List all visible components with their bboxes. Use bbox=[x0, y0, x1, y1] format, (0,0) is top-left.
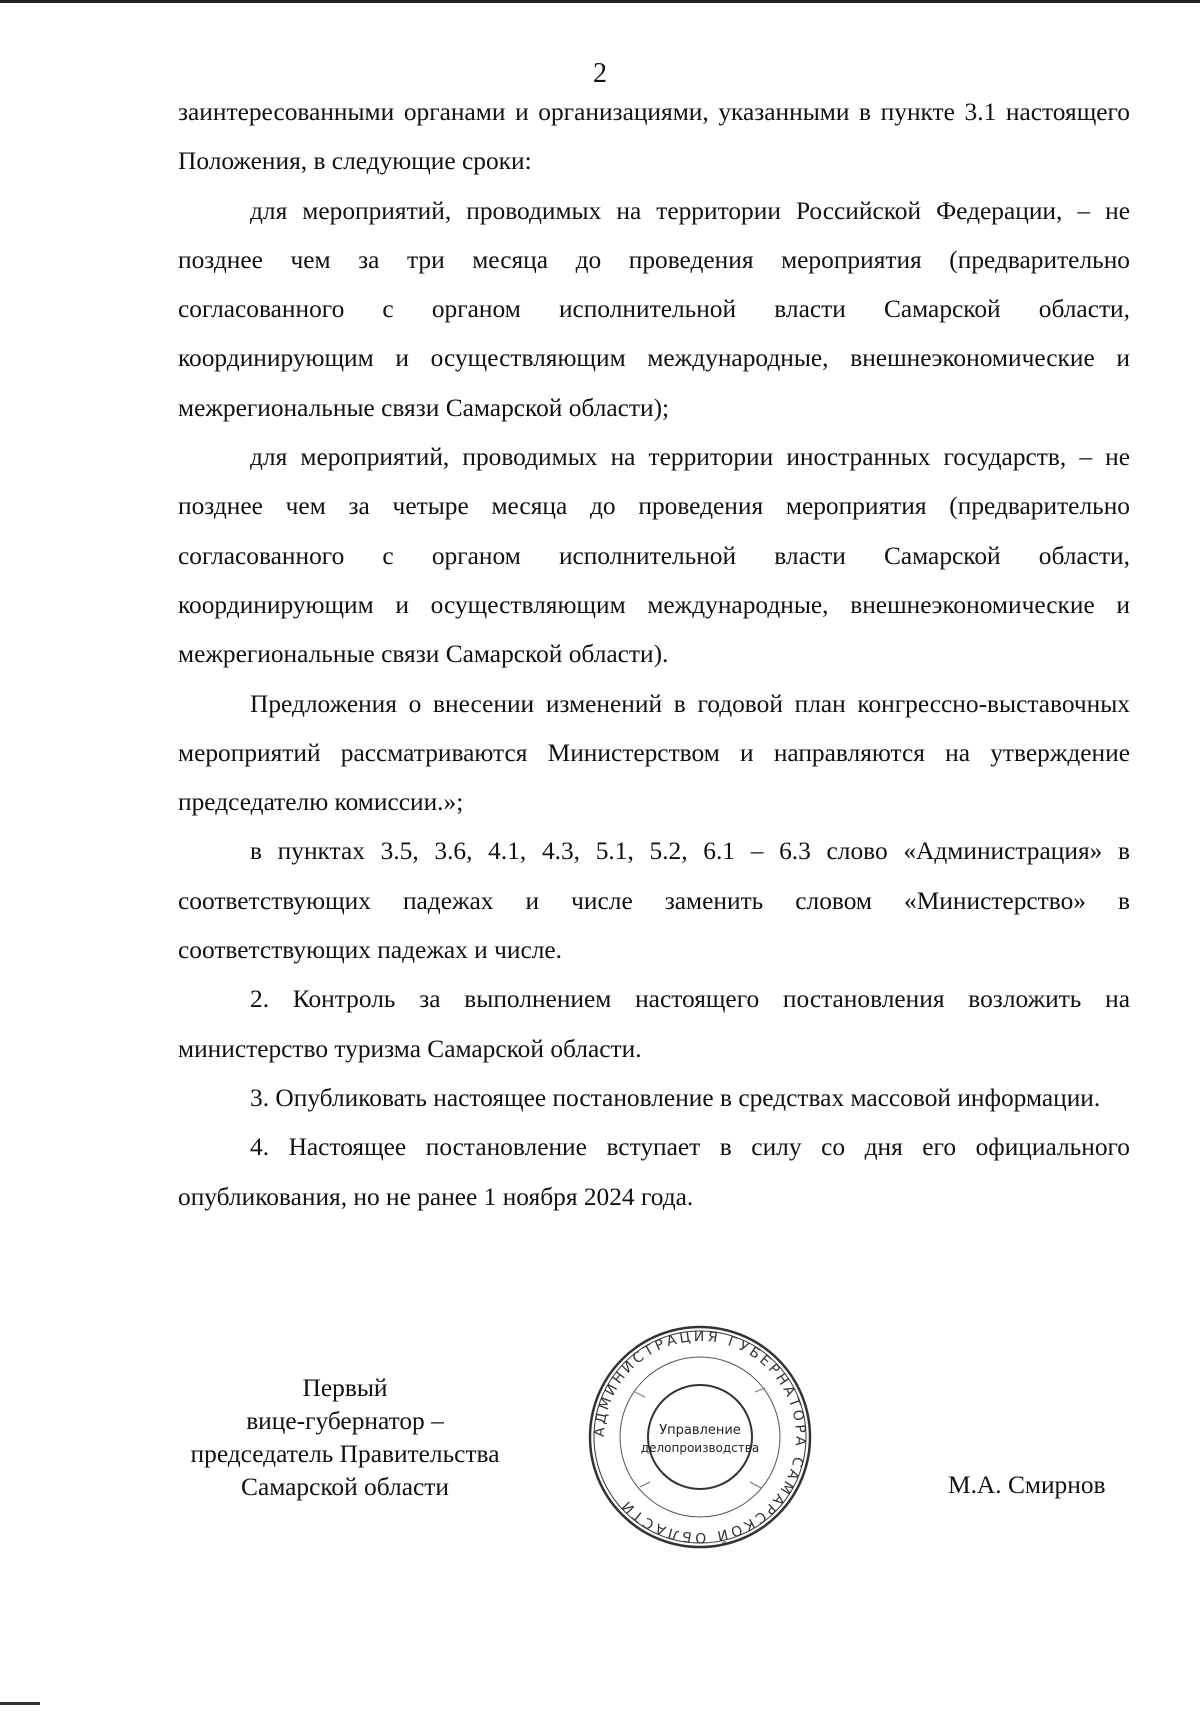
paragraph-item-4: 4. Настоящее постановление вступает в силу со дня его официального опубликования, но не ранее 1 ноября 2024 года. bbox=[178, 1133, 1130, 1211]
stamp-inner-line2: делопроизводства bbox=[640, 1441, 760, 1455]
page-number: 2 bbox=[593, 58, 607, 89]
signatory-title-line: Самарской области bbox=[241, 1473, 449, 1501]
paragraph-item-2: 2. Контроль за выполнением настоящего постановления возложить на министерство туризма Самарской области. bbox=[178, 985, 1130, 1063]
stamp-outer-text: АДМИНИСТРАЦИЯ ГУБЕРНАТОРА САМАРСКОЙ ОБЛАСТИ bbox=[591, 1328, 809, 1546]
paragraph-foreign-deadline: для мероприятий, проводимых на территории иностранных государств, – не позднее чем за четыре месяца до проведения мероприятия (предварительно согласованного с органом исполнительной власти Самарской области, координирующим и осуществляющим международные, внешнеэкономические и межрегиональные связи Самарской области). bbox=[178, 443, 1130, 669]
signatory-title-line: вице-губернатор – bbox=[246, 1407, 444, 1435]
paragraph-item-3: 3. Опубликовать настоящее постановление в средствах массовой информации. bbox=[250, 1083, 1101, 1112]
stamp-inner-line1: Управление bbox=[659, 1423, 741, 1438]
signatory-name: М.А. Смирнов bbox=[948, 1471, 1106, 1499]
scan-top-border bbox=[0, 0, 1200, 3]
signatory-title bbox=[150, 1372, 540, 1504]
paragraph-continuation: заинтересованными органами и организациями, указанными в пункте 3.1 настоящего Положения, в следующие сроки: bbox=[178, 98, 1130, 176]
paragraph-proposals: Предложения о внесении изменений в годовой план конгрессно-выставочных мероприятий рассматриваются Министерством и направляются на утверждение председателю комиссии.»; bbox=[178, 689, 1130, 817]
stamp-seal-icon bbox=[585, 1322, 815, 1552]
signatory-title-line: председатель Правительства bbox=[190, 1440, 500, 1468]
signatory-title-line: Первый bbox=[302, 1374, 388, 1402]
official-stamp bbox=[585, 1322, 815, 1552]
scan-footer-mark bbox=[0, 1702, 40, 1705]
paragraph-rf-deadline: для мероприятий, проводимых на территории Российской Федерации, – не позднее чем за три месяца до проведения мероприятия (предварительно согласованного с органом исполнительной власти Самарской области, координирующим и осуществляющим международные, внешнеэкономические и межрегиональные связи Самарской области); bbox=[178, 196, 1130, 422]
document-body bbox=[178, 88, 1130, 1222]
paragraph-replacement: в пунктах 3.5, 3.6, 4.1, 4.3, 5.1, 5.2, 6.1 – 6.3 слово «Администрация» в соответствующих падежах и числе заменить словом «Министерство» в соответствующих падежах и числе. bbox=[178, 837, 1130, 965]
